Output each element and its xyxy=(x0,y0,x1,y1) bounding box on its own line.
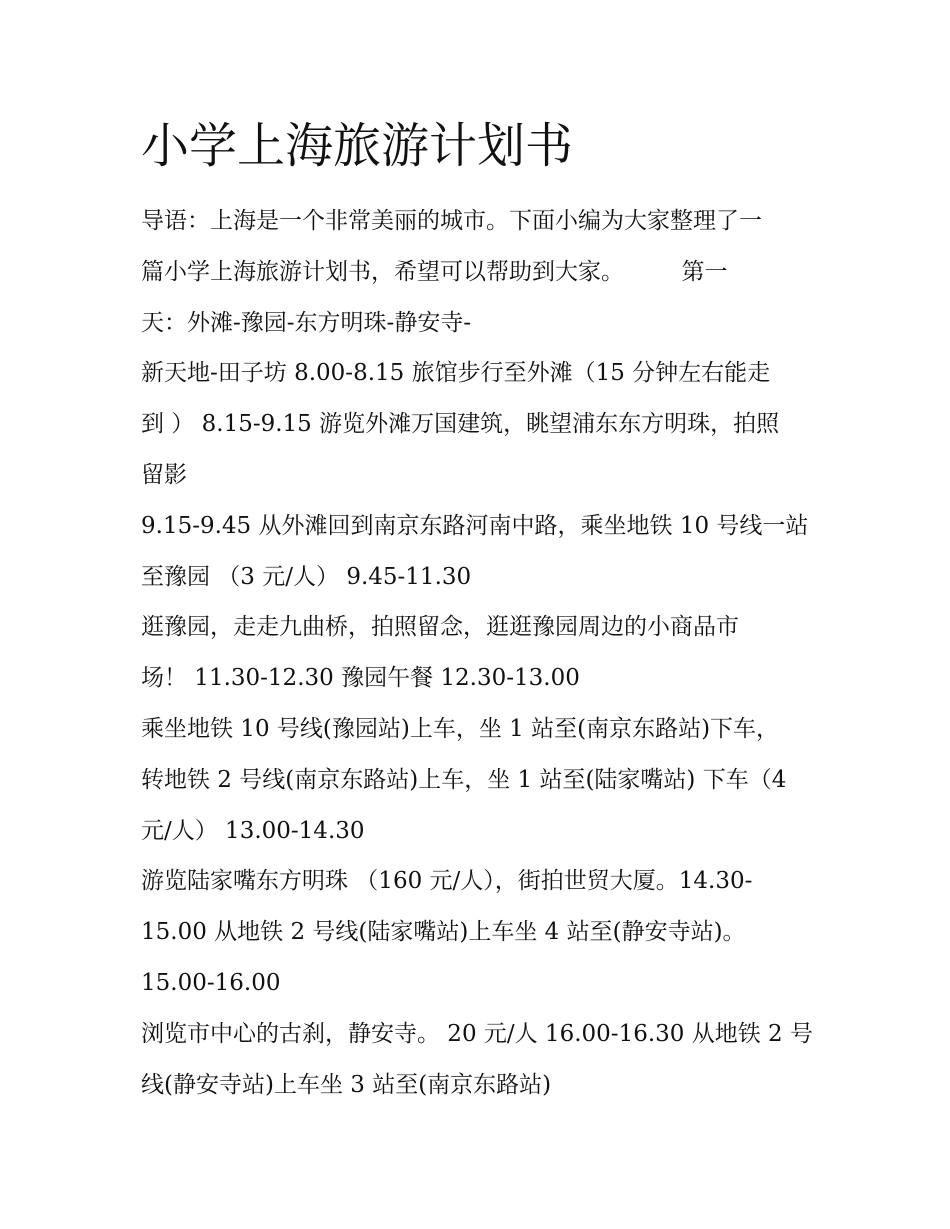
text-line: 天：外滩-豫园-东方明珠-静安寺- xyxy=(141,309,472,336)
text-line: 浏览市中心的古刹，静安寺。 20 元/人 16.00-16.30 从地铁 2 号 xyxy=(141,1020,813,1047)
text-line: 乘坐地铁 10 号线(豫园站)上车，坐 1 站至(南京东路站)下车， xyxy=(141,715,780,742)
text-line: 15.00-16.00 xyxy=(141,969,281,996)
text-line: 留影 xyxy=(141,461,187,488)
page-title: 小学上海旅游计划书 xyxy=(141,118,574,174)
text-line: 15.00 从地铁 2 号线(陆家嘴站)上车坐 4 站至(静安寺站)。 xyxy=(141,919,746,946)
text-line: 9.15-9.45 从外滩回到南京东路河南中路，乘坐地铁 10 号线一站 xyxy=(141,512,809,539)
text-line: 导语：上海是一个非常美丽的城市。下面小编为大家整理了一 xyxy=(141,208,762,234)
text-line: 逛豫园，走走九曲桥，拍照留念，逛逛豫园周边的小商品市 xyxy=(141,614,739,641)
text-line: 场！ 11.30-12.30 豫园午餐 12.30-13.00 xyxy=(141,665,580,692)
document-body xyxy=(141,196,821,1110)
text-line: 转地铁 2 号线(南京东路站)上车，坐 1 站至(陆家嘴站) 下车（4 xyxy=(141,766,787,793)
text-line: 到 ） 8.15-9.15 游览外滩万国建筑，眺望浦东东方明珠，拍照 xyxy=(141,411,780,438)
text-line: 篇小学上海旅游计划书，希望可以帮助到大家。 第一 xyxy=(141,258,728,285)
text-line: 至豫园 （3 元/人） 9.45-11.30 xyxy=(141,563,472,590)
text-line: 游览陆家嘴东方明珠 （160 元/人），街拍世贸大厦。14.30- xyxy=(141,868,753,895)
text-line: 线(静安寺站)上车坐 3 站至(南京东路站) xyxy=(141,1071,552,1098)
text-line: 新天地-田子坊 8.00-8.15 旅馆步行至外滩（15 分钟左右能走 xyxy=(141,360,771,387)
text-line: 元/人） 13.00-14.30 xyxy=(141,817,365,844)
